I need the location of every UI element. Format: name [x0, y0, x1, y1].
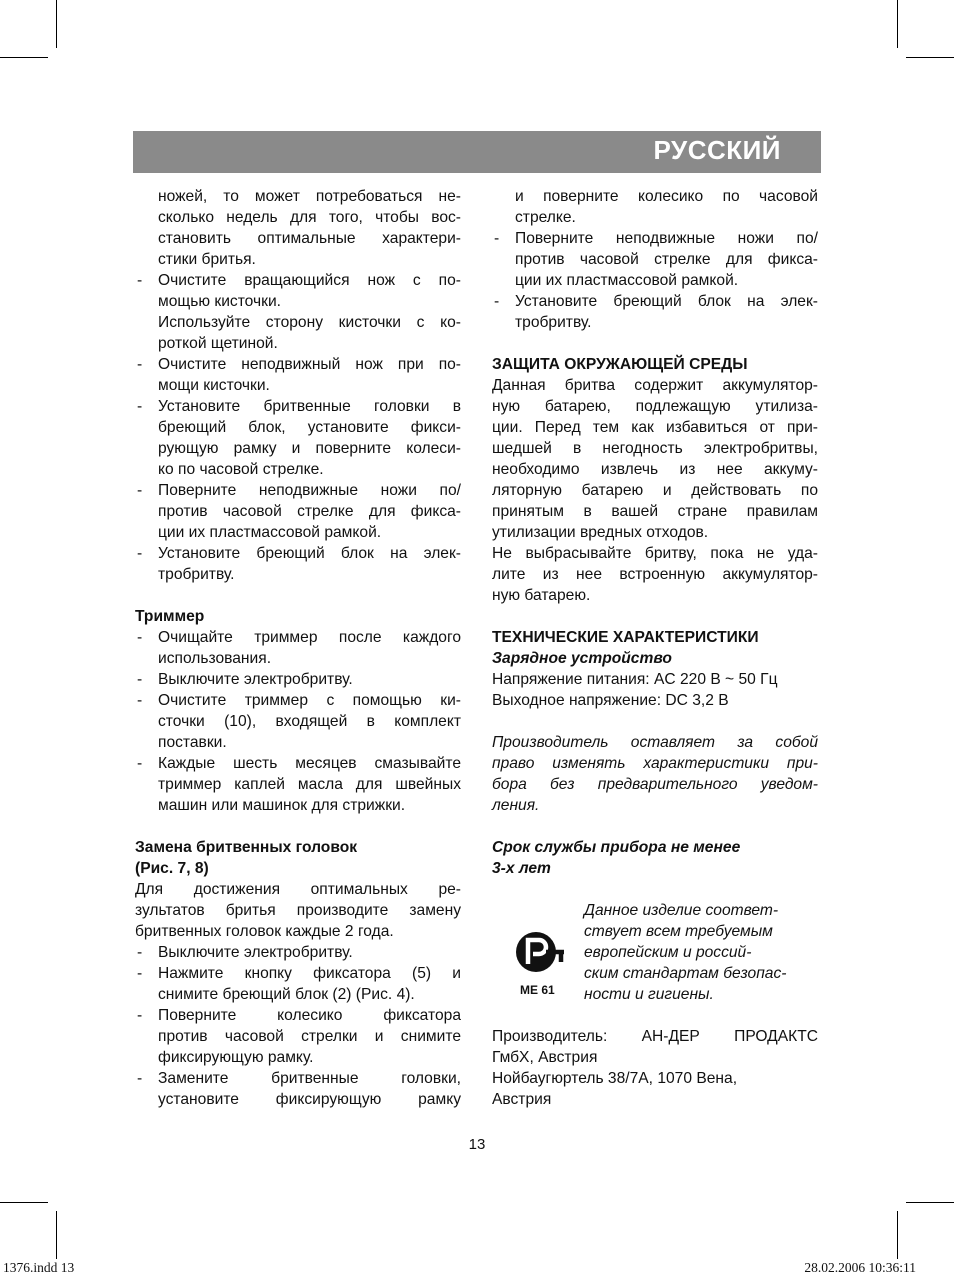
text-line: Для достижения оптимальных ре-: [135, 881, 461, 898]
text-line: использования.: [158, 650, 272, 667]
print-slug-file: 1376.indd 13: [3, 1260, 75, 1275]
text-line: Используйте сторону кисточки с ко-: [158, 314, 461, 331]
certification-text: [584, 900, 820, 1005]
text-line: ную батарею, подлежащую утилиза-: [492, 398, 818, 415]
text-line: сколько недель для того, чтобы вос-: [158, 209, 461, 226]
text-line: ляторную батарею и действовать по: [492, 482, 818, 499]
text-line: ножей, то может потребоваться не-: [158, 188, 461, 205]
bullet-item: - Поверните колесико фиксатора: [135, 1005, 461, 1026]
text-line: сточки (10), входящей в комплект: [158, 713, 461, 730]
text-line: Выходное напряжение: DC 3,2 В: [492, 692, 729, 709]
bullet-item: - Замените бритвенные головки,: [135, 1068, 461, 1089]
section-heading: 3-х лет: [492, 860, 551, 877]
section-heading: ЗАЩИТА ОКРУЖАЮЩЕЙ СРЕДЫ: [492, 356, 748, 373]
crop-mark: [906, 1202, 954, 1203]
text-line: бритвенных головок каждые 2 года.: [135, 923, 394, 940]
crop-mark: [56, 1211, 57, 1259]
bullet-item: - Установите бритвенные головки в: [135, 396, 461, 417]
text-line: Нойбаугюртель 38/7А, 1070 Вена,: [492, 1070, 738, 1087]
bullet-item: - Каждые шесть месяцев смазывайте: [135, 753, 461, 774]
text-line: Производитель оставляет за собой: [492, 734, 818, 751]
text-line: ную батарею.: [492, 587, 591, 604]
section-heading: Триммер: [135, 608, 205, 625]
text-line: становить оптимальные характери-: [158, 230, 461, 247]
section-heading: Зарядное устройство: [492, 650, 672, 667]
text-line: и поверните колесико по часовой: [515, 188, 818, 205]
text-line: тробритву.: [515, 314, 592, 331]
text-line: ГмбХ, Австрия: [492, 1049, 598, 1066]
right-column-bottom: [492, 1005, 818, 1110]
print-slug-date: 28.02.2006 10:36:11: [804, 1260, 916, 1275]
language-title: РУССКИЙ: [653, 135, 781, 165]
text-line: мощи кисточки.: [158, 377, 270, 394]
text-line: ствует всем требуемым: [584, 923, 773, 940]
text-line: Данное изделие соответ-: [584, 902, 779, 919]
bullet-item: - Установите бреющий блок на элек-: [135, 543, 461, 564]
crop-mark: [56, 0, 57, 48]
bullet-item: - Выключите электробритву.: [135, 669, 461, 690]
section-heading: Срок службы прибора не менее: [492, 839, 741, 856]
certification-block: [492, 900, 818, 1005]
text-line: снимите бреющий блок (2) (Рис. 4).: [158, 986, 415, 1003]
text-line: утилизации вредных отходов.: [492, 524, 709, 541]
text-line: необходимо извлечь из нее аккуму-: [492, 461, 818, 478]
bullet-item: - Очищайте триммер после каждого: [135, 627, 461, 648]
bullet-item: - Поверните неподвижные ножи по/: [492, 228, 818, 249]
text-line: против часовой стрелке для фикса-: [158, 503, 461, 520]
spacer: [492, 1005, 818, 1026]
text-line: шедшей в негодность электробритвы,: [492, 440, 818, 457]
bullet-item: - Очистите триммер с помощью ки-: [135, 690, 461, 711]
text-line: ления.: [492, 797, 540, 814]
text-line: против часовой стрелке для фикса-: [515, 251, 818, 268]
text-line: против часовой стрелки и снимите: [158, 1028, 461, 1045]
bullet-item: - Нажмите кнопку фиксатора (5) и: [135, 963, 461, 984]
text-line: лите из нее встроенную аккумулятор-: [492, 566, 818, 583]
bullet-item: - Очистите неподвижный нож при по-: [135, 354, 461, 375]
text-line: ко по часовой стрелке.: [158, 461, 324, 478]
text-line: Напряжение питания: AC 220 В ~ 50 Гц: [492, 671, 778, 688]
crop-mark: [897, 0, 898, 48]
text-line: ции. Перед тем как избавиться от при-: [492, 419, 818, 436]
text-line: установите фиксирующую рамку: [158, 1091, 461, 1108]
text-line: Данная бритва содержит аккумулятор-: [492, 377, 818, 394]
text-line: зультатов бритья производите замену: [135, 902, 461, 919]
right-column-top: [492, 186, 818, 900]
text-line: стики бритья.: [158, 251, 256, 268]
crop-mark: [0, 57, 48, 58]
text-line: Не выбрасывайте бритву, пока не уда-: [492, 545, 818, 562]
text-line: ции их пластмассовой рамкой.: [515, 272, 739, 289]
certification-code: ME 61: [520, 983, 555, 997]
text-line: поставки.: [158, 734, 227, 751]
crop-mark: [897, 1211, 898, 1259]
text-line: европейским и россий-: [584, 944, 752, 961]
gost-r-certification-icon: [512, 922, 568, 982]
text-line: бреющий блок, установите фикси-: [158, 419, 461, 436]
crop-mark: [906, 57, 954, 58]
spacer: [492, 606, 818, 627]
text-line: Австрия: [492, 1091, 552, 1108]
spacer: [492, 879, 818, 900]
text-line: стрелке.: [515, 209, 576, 226]
text-line: машин или машинок для стрижки.: [158, 797, 406, 814]
text-line: ции их пластмассовой рамкой.: [158, 524, 382, 541]
text-line: принятым в вашей стране правилам: [492, 503, 818, 520]
text-line: фиксирующую рамку.: [158, 1049, 314, 1066]
text-line: Производитель: АН-ДЕР ПРОДАКТС: [492, 1028, 818, 1045]
page-number: 13: [468, 1136, 486, 1153]
section-heading: Замена бритвенных головок: [135, 839, 358, 856]
text-line: рующую рамку и поверните колеси-: [158, 440, 461, 457]
text-line: тробритву.: [158, 566, 235, 583]
bullet-item: - Поверните неподвижные ножи по/: [135, 480, 461, 501]
bullet-item: - Выключите электробритву.: [135, 942, 461, 963]
language-banner: [133, 131, 821, 173]
text-line: ности и гигиены.: [584, 986, 714, 1003]
section-heading: (Рис. 7, 8): [135, 860, 209, 877]
left-column: [135, 186, 461, 1110]
text-line: бора без предварительного уведом-: [492, 776, 818, 793]
right-column: [492, 186, 818, 1110]
text-line: право изменять характеристики при-: [492, 755, 818, 772]
spacer: [492, 816, 818, 837]
bullet-item: - Установите бреющий блок на элек-: [492, 291, 818, 312]
text-line: ским стандартам безопас-: [584, 965, 787, 982]
text-line: триммер каплей масла для швейных: [158, 776, 461, 793]
spacer: [135, 816, 461, 837]
bullet-item: - Очистите вращающийся нож с по-: [135, 270, 461, 291]
section-heading: ТЕХНИЧЕСКИЕ ХАРАКТЕРИСТИКИ: [492, 629, 759, 646]
spacer: [492, 333, 818, 354]
spacer: [492, 711, 818, 732]
crop-mark: [0, 1202, 48, 1203]
spacer: [135, 585, 461, 606]
text-line: роткой щетиной.: [158, 335, 278, 352]
text-line: мощью кисточки.: [158, 293, 281, 310]
